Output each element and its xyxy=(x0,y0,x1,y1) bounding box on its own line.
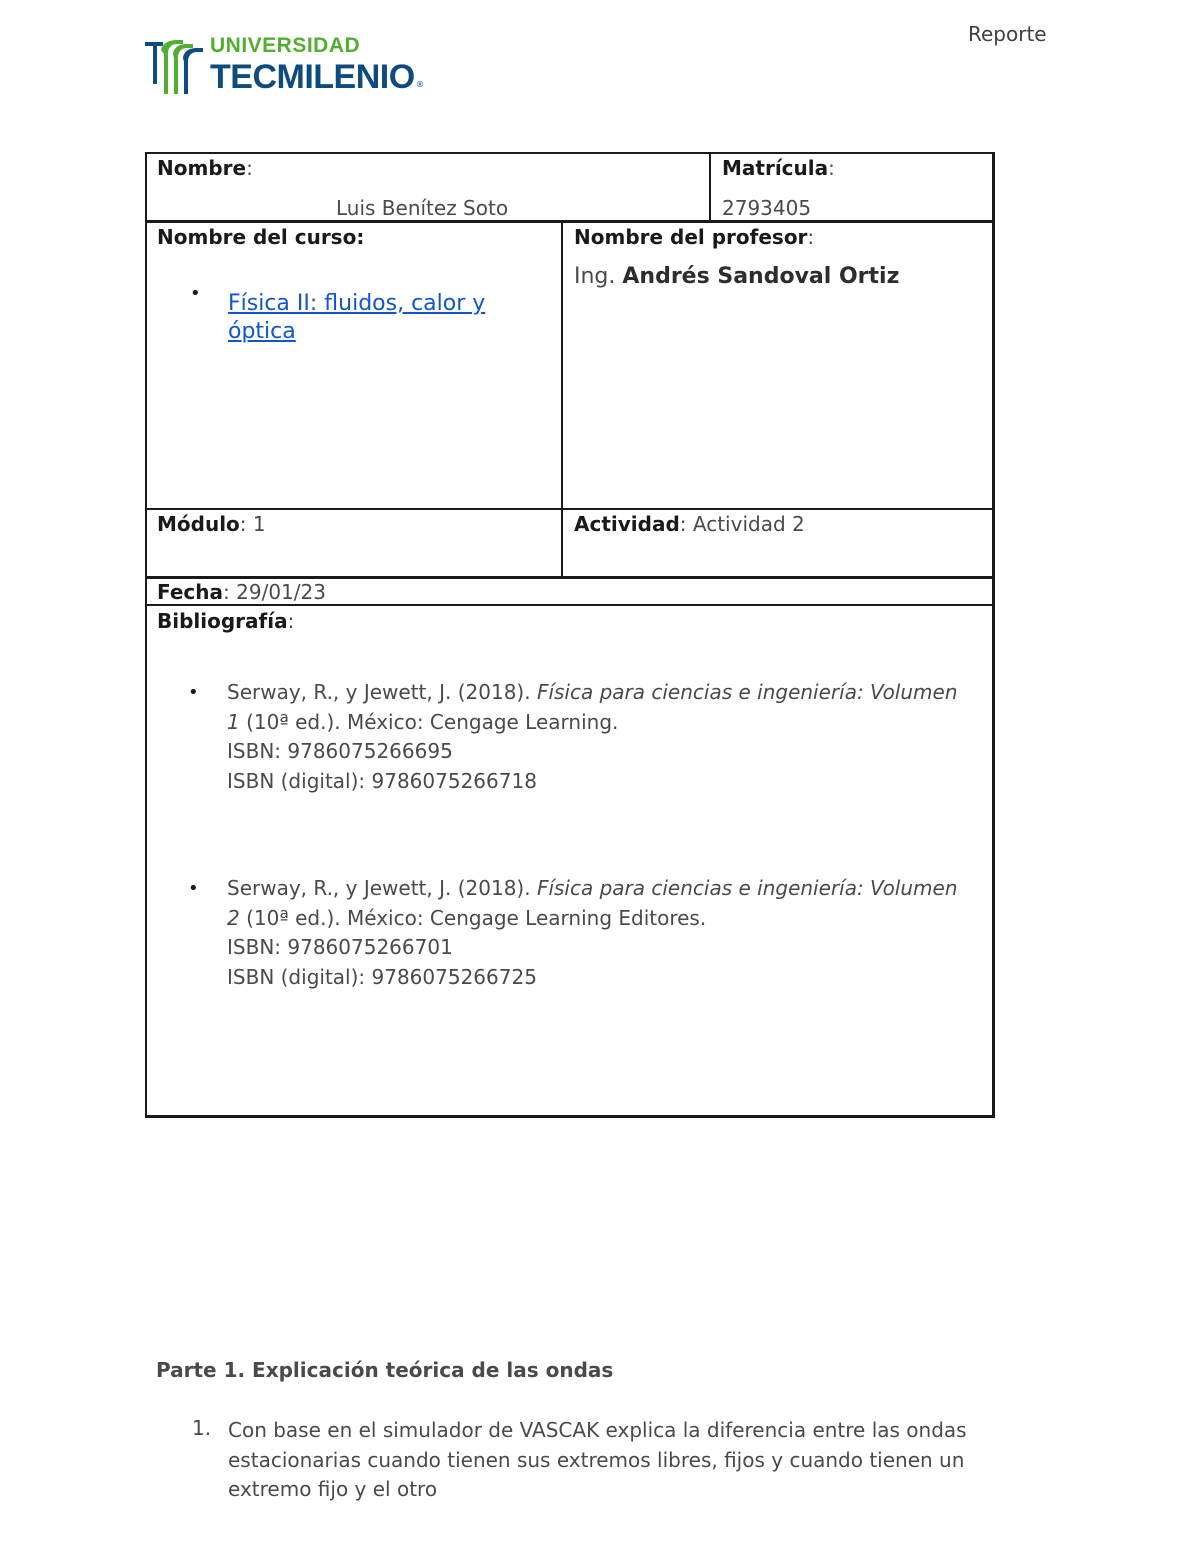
header-label: Reporte xyxy=(968,22,1047,46)
bib-title: Física para ciencias e ingeniería: Volumen xyxy=(536,876,958,900)
course-link[interactable] xyxy=(228,290,548,346)
matricula-value: 2793405 xyxy=(722,196,812,220)
bullet-icon: • xyxy=(188,878,199,899)
bib-isbn-digital: ISBN (digital): 9786075266718 xyxy=(227,768,537,793)
profesor-name: Andrés Sandoval Ortiz xyxy=(622,264,900,289)
profesor-prefix: Ing. xyxy=(574,264,623,289)
course-link-line1[interactable]: Física II: fluidos, calor y xyxy=(228,291,486,316)
bib-isbn: ISBN: 9786075266701 xyxy=(227,935,453,959)
logo-text-top: UNIVERSIDAD xyxy=(210,34,361,57)
modulo-field: Módulo: 1 xyxy=(157,512,266,536)
profesor-value xyxy=(574,263,899,291)
question-number: 1. xyxy=(192,1416,212,1440)
section-title: Parte 1. Explicación teórica de las ondas xyxy=(156,1358,614,1382)
curso-label: Nombre del curso: xyxy=(157,225,365,249)
fecha-field: Fecha: 29/01/23 xyxy=(157,580,326,604)
profesor-label: Nombre del profesor xyxy=(574,225,808,249)
bib-title: Física para ciencias e ingeniería: Volumen xyxy=(536,680,958,704)
actividad-field: Actividad: Actividad 2 xyxy=(574,512,805,536)
nombre-value: Luis Benítez Soto xyxy=(336,196,509,220)
bullet-icon: • xyxy=(188,682,199,703)
actividad-label: Actividad xyxy=(574,512,680,536)
bib-edition: (10ª ed.). México: Cengage Learning. xyxy=(239,709,619,734)
nombre-field: Nombre: xyxy=(157,156,253,180)
bib-isbn-digital: ISBN (digital): 9786075266725 xyxy=(227,964,537,989)
question-text: Con base en el simulador de VASCAK explica la diferencia entre las ondas estacionarias cuando tienen sus extremos libres, fijos y cuando tienen un extremo fijo y el otro xyxy=(228,1418,967,1501)
actividad-value: Actividad 2 xyxy=(692,512,805,536)
nombre-label: Nombre xyxy=(157,156,247,180)
logo-mark-icon xyxy=(143,36,207,96)
bib-authors: Serway, R., y Jewett, J. (2018). xyxy=(227,680,537,704)
modulo-label: Módulo xyxy=(157,512,240,536)
bibliografia-field: Bibliografía: xyxy=(157,609,295,633)
matricula-label: Matrícula xyxy=(722,156,829,180)
course-link-line2[interactable]: óptica xyxy=(228,319,296,344)
bib-edition: (10ª ed.). México: Cengage Learning Editores. xyxy=(239,905,707,930)
modulo-value: 1 xyxy=(252,512,266,536)
fecha-label: Fecha xyxy=(157,580,224,604)
university-logo xyxy=(143,34,433,98)
bib-isbn: ISBN: 9786075266695 xyxy=(227,739,453,763)
bib-volume: 1 xyxy=(227,709,240,734)
fecha-value: 29/01/23 xyxy=(236,580,326,604)
course-bullet: • xyxy=(190,283,201,304)
bib-volume: 2 xyxy=(227,905,240,930)
bib-authors: Serway, R., y Jewett, J. (2018). xyxy=(227,876,537,900)
matricula-field: Matrícula: xyxy=(722,156,835,180)
logo-text-bottom: TECMILENIO xyxy=(210,58,415,96)
logo-registered-mark: ® xyxy=(416,80,424,89)
profesor-field: Nombre del profesor: xyxy=(574,225,815,249)
bibliografia-label: Bibliografía xyxy=(157,609,288,633)
